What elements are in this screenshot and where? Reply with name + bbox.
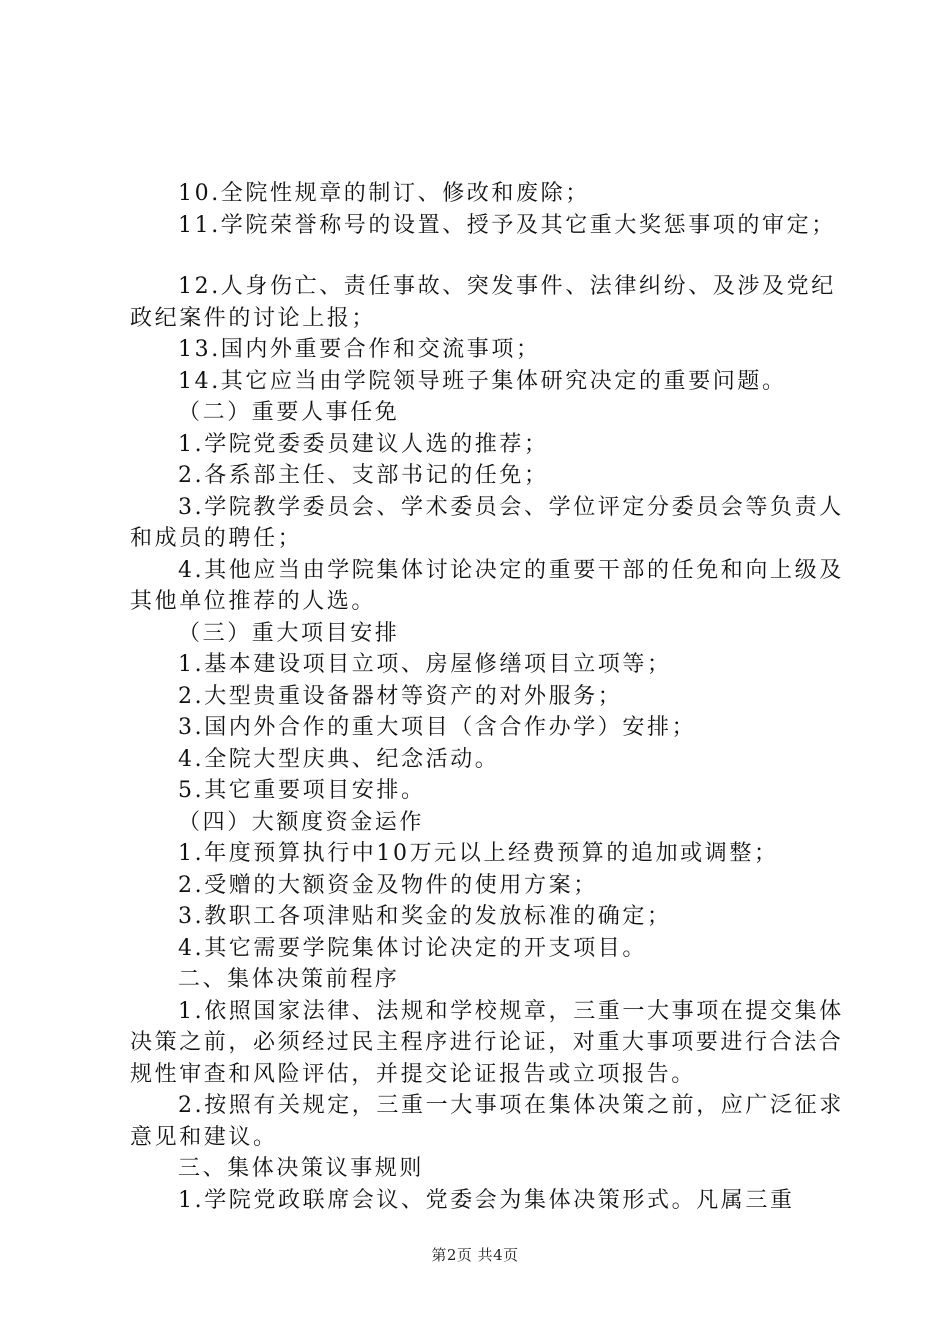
paragraph: 1.基本建设项目立项、房屋修缮项目立项等； xyxy=(178,652,672,677)
paragraph: 2.按照有关规定，三重一大事项在集体决策之前，应广泛征求意见和建议。 xyxy=(130,1093,844,1150)
paragraph: 2.受赠的大额资金及物件的使用方案； xyxy=(178,872,598,898)
section-heading: （二）重要人事任免 xyxy=(178,400,400,425)
paragraph: 2.大型贵重设备器材等资产的对外服务； xyxy=(178,683,623,709)
paragraph: 5.其它重要项目安排。 xyxy=(178,778,426,803)
section-heading: 三、集体决策议事规则 xyxy=(178,1156,425,1181)
page-number-label: 第2页 共4页 xyxy=(431,1246,519,1264)
paragraph: 3.教职工各项津贴和奖金的发放标准的确定； xyxy=(178,904,672,929)
section-heading: （三）重大项目安排 xyxy=(178,620,400,646)
paragraph: 1.学院党政联席会议、党委会为集体决策形式。凡属三重 xyxy=(178,1187,795,1213)
paragraph: 3.学院教学委员会、学术委员会、学位评定分委员会等负责人和成员的聘任； xyxy=(130,494,844,551)
paragraph: 3.国内外合作的重大项目（含合作办学）安排； xyxy=(178,715,697,740)
paragraph: 12.人身伤亡、责任事故、突发事件、法律纠纷、及涉及党纪政纪案件的讨论上报； xyxy=(130,274,836,331)
paragraph: 14.其它应当由学院领导班子集体研究决定的重要问题。 xyxy=(178,368,787,394)
section-heading: （四）大额度资金运作 xyxy=(178,809,425,835)
paragraph: 4.全院大型庆典、纪念活动。 xyxy=(178,746,500,772)
paragraph: 4.其它需要学院集体讨论决定的开支项目。 xyxy=(178,935,647,961)
paragraph: 10.全院性规章的制订、修改和废除； xyxy=(178,181,590,206)
document-body xyxy=(130,178,845,1216)
paragraph: 1.年度预算执行中10万元以上经费预算的追加或调整； xyxy=(178,841,779,866)
paragraph: 2.各系部主任、支部书记的任免； xyxy=(178,463,549,488)
section-heading: 二、集体决策前程序 xyxy=(178,967,400,992)
paragraph: 4.其他应当由学院集体讨论决定的重要干部的任免和向上级及其他单位推荐的人选。 xyxy=(130,557,844,614)
paragraph: 13.国内外重要合作和交流事项； xyxy=(178,337,541,362)
paragraph: 1.学院党委委员建议人选的推荐； xyxy=(178,431,549,457)
paragraph: 11.学院荣誉称号的设置、授予及其它重大奖惩事项的审定； xyxy=(178,212,836,238)
page-footer xyxy=(0,1244,950,1265)
paragraph: 1.依照国家法律、法规和学校规章，三重一大事项在提交集体决策之前，必须经过民主程序进行论证，对重大事项要进行合法合规性审查和风险评估，并提交论证报告或立项报告。 xyxy=(130,998,844,1087)
